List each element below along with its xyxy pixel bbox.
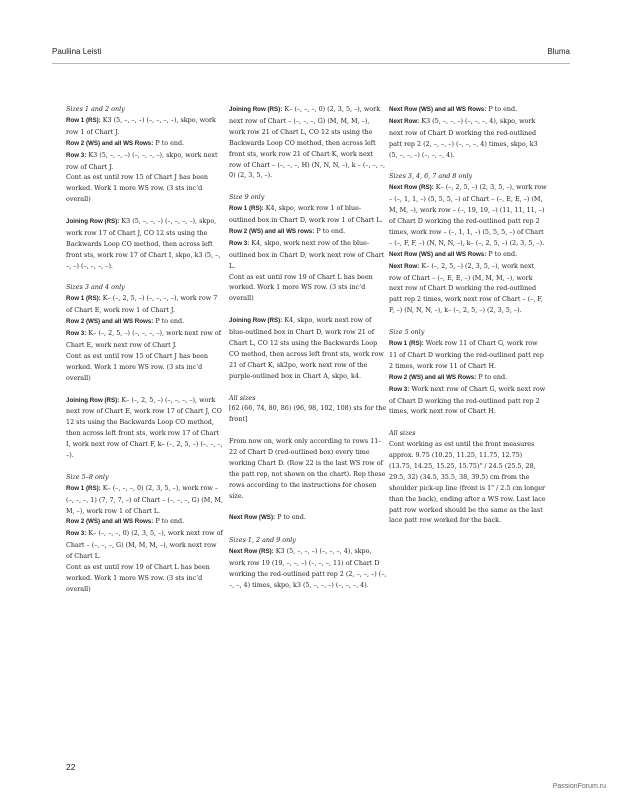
instruction-line: [66, 483, 224, 517]
row-text: P to end.: [488, 249, 518, 258]
instruction-paragraph: [389, 182, 547, 316]
instruction-line: [389, 116, 547, 161]
instruction-line: [229, 436, 387, 501]
size-heading: Size 5 only: [389, 328, 425, 337]
instruction-paragraph: [229, 546, 387, 591]
row-label: Row 3:: [66, 151, 87, 159]
row-label: Row 1 (RS):: [389, 340, 424, 347]
row-label: Row 1 (RS):: [66, 295, 101, 303]
column-right: [389, 104, 547, 537]
instruction-line: [66, 516, 224, 528]
instruction-paragraph: [229, 315, 387, 381]
instruction-paragraph: [229, 203, 387, 304]
row-text: Work row 11 of Chart G, work row 11 of Chart D working the red-outlined patt rep 2 times, work row 11 of Chart H.: [389, 339, 544, 370]
row-label: Row 2 (WS) and all WS rows:: [229, 227, 315, 235]
row-label: Joining Row (RS):: [66, 218, 120, 226]
size-heading: Sizes 3 and 4 only: [66, 283, 125, 292]
row-text: Cont as est until row 19 of Chart L has been worked. Work 1 more WS row. (3 sts inc’d overall): [229, 272, 373, 303]
row-text: P to end.: [277, 513, 306, 522]
instruction-line: [389, 372, 547, 384]
instruction-paragraph: [66, 115, 224, 205]
row-label: Row 2 (WS) and all WS Rows:: [66, 318, 154, 326]
instruction-line: [229, 104, 387, 181]
row-label: Row 1 (RS):: [229, 205, 264, 213]
row-text: K– (–, –, –, 0) (2, 3, 5, –), work next row of Chart – (–, –, –, G) (M, M, M, –), work next row of Chart L.: [66, 529, 223, 561]
row-label: Next Row (WS):: [229, 514, 276, 522]
row-label: Next Row (WS) and all WS Rows:: [389, 250, 487, 258]
instruction-line: [66, 351, 224, 384]
size-heading: Sizes 3, 4, 6, 7 and 8 only: [389, 172, 473, 181]
row-label: Row 2 (WS) and all WS Rows:: [66, 518, 154, 526]
row-text: K3 (5, –, –, –) (–, –, –, –), skpo, work next row of Chart J.: [66, 150, 218, 171]
row-text: K4, skpo, work next row of the blue-outlined box in Chart D, work next row of Chart L.: [229, 238, 385, 270]
row-label: Joining Row (RS):: [229, 106, 283, 113]
row-text: K– (–, –, –, 0) (2, 3, 5, –), work row – (–, –, –, 1) (7, 7, 7, –) of Chart – (–, –, –, G) (M, M, M, –), work row 1 of Chart L.: [66, 483, 223, 515]
instruction-line: [389, 338, 547, 372]
row-label: Next Row:: [389, 117, 420, 125]
row-text: Work next row of Chart G, work next row of Chart D working the red-outlined patt rep 2 times, work next row of Chart H.: [389, 384, 546, 416]
size-heading: Size 5–8 only: [66, 472, 109, 481]
instruction-line: [389, 439, 547, 526]
instruction-line: [229, 226, 387, 238]
size-heading: Sizes 1, 2 and 9 only: [229, 536, 296, 545]
row-label: Joining Row (RS):: [66, 396, 120, 404]
row-text: K3 (5, –, –, –) (–, –, –, 4), skpo, work row 19 (19, –, –, –) (–, –, –, 11) of Chart D working the red-outlined patt rep 2 (2, –, –, –) (–, –, –, 4) times, skpo, k3 (5, –, –, –) (–, –, –, 4).: [229, 547, 387, 589]
instruction-line: [229, 546, 387, 591]
row-label: Joining Row (RS):: [229, 317, 283, 325]
instruction-line: [389, 249, 547, 261]
instruction-paragraph: [389, 439, 547, 526]
instruction-line: [389, 182, 547, 248]
row-label: Next Row:: [389, 262, 420, 270]
column-middle: [229, 104, 387, 602]
row-text: K3 (5, –, –, –) (–, –, –, –), skpo, work row 17 of Chart J, CO 12 sts using the Backwards Loop CO method, then across left front sts, work row 17 of Chart I, skpo, k3 (5, –, –, –) (–, –, –, –).: [66, 217, 221, 270]
row-text: P to end.: [488, 105, 518, 113]
instruction-line: [389, 104, 547, 116]
row-text: P to end.: [155, 138, 185, 147]
instruction-paragraph: [66, 483, 224, 595]
row-text: P to end.: [155, 517, 185, 526]
row-label: Row 3:: [229, 239, 250, 247]
row-text: K– (–, 2, 5, –) (–, –, –, –), work row 7 of Chart E, work row 1 of Chart J.: [66, 294, 218, 315]
instruction-line: [66, 293, 224, 316]
row-text: K– (–, 2, 5, –) (–, –, –, –), work next row of Chart E, work row 17 of Chart J, CO 12 sts using the Backwards Loop CO method, then across left front sts, work row 17 of Chart I, work next row of Chart F, k– (–, 2, 5, –) (–, –, –, –).: [66, 395, 223, 460]
row-text: K– (–, 2, 5, –) (2, 3, 5, –), work next row of Chart – (–, E, E, –) (M, M, M, –), work next row of Chart D working the red-outlined patt rep 2 times, work next row of Chart – (–, F, F, –) (N, N, N, –), k– (–, 2, 5, –) (2, 3, 5, –).: [389, 261, 543, 315]
row-text: K4, skpo, work next row of blue-outlined box in Chart D, work row 21 of Chart L, CO 12 sts using the Backwards Loop CO method, then across left front sts, work row 21 of Chart K, sk2po, work next row of the purple-outlined box in Chart A, skpo, k4.: [229, 316, 384, 380]
instruction-line: [66, 562, 224, 595]
instruction-line: [66, 328, 224, 351]
row-label: Row 1 (RS):: [66, 116, 101, 124]
watermark: PassionForum.ru: [552, 783, 606, 790]
row-text: P to end.: [316, 226, 346, 235]
instruction-paragraph: [389, 104, 547, 161]
instruction-line: [66, 172, 224, 205]
row-text: P to end.: [155, 317, 185, 326]
row-label: Row 3:: [389, 385, 410, 393]
instruction-line: [389, 261, 547, 317]
column-left: [66, 104, 224, 606]
instruction-line: [66, 316, 224, 328]
instruction-paragraph: [66, 216, 224, 272]
instruction-line: [229, 403, 387, 425]
instruction-paragraph: [66, 395, 224, 461]
instruction-line: [229, 272, 387, 305]
size-heading: Sizes 1 and 2 only: [66, 105, 125, 113]
instruction-paragraph: [229, 104, 387, 181]
row-text: P to end.: [478, 372, 508, 381]
instruction-paragraph: [66, 293, 224, 383]
row-label: Row 3:: [66, 330, 87, 338]
instruction-line: [389, 384, 547, 418]
size-heading: All sizes: [229, 393, 256, 402]
row-text: [62 (66, 74, 80, 86) (96, 98, 102, 108) sts for the front]: [229, 404, 387, 424]
row-label: Row 3:: [66, 530, 87, 538]
instruction-line: [229, 238, 387, 272]
row-label: Next Row (WS) and all WS Rows:: [389, 106, 487, 113]
instruction-line: [66, 150, 224, 173]
instruction-paragraph: [389, 338, 547, 417]
header-author: Pauliina Leisti: [52, 47, 102, 56]
instruction-line: [66, 395, 224, 461]
row-text: K– (–, –, –, 0) (2, 3, 5, –), work next row of Chart – (–, –, –, G) (M, M, M, –), work row 21 of Chart L, CO 12 sts using the Backwards Loop CO method, then across left front sts, work row 21 of Chart K, work next row of Chart – (–, –, –, H) (N, N, N, –), k – (–, –, –, 0) (2, 3, 5, –).: [229, 105, 386, 180]
instruction-line: [229, 315, 387, 381]
instruction-line: [66, 528, 224, 562]
row-text: Cont as est until row 15 of Chart J has been worked. Work 1 more WS row. (3 sts inc’d overall): [66, 351, 209, 382]
row-text: K4, skpo, work row 1 of blue-outlined box in Chart D, work row 1 of Chart L.: [229, 204, 383, 225]
row-text: K– (–, 2, 5, –) (–, –, –, –), work next row of Chart E, work next row of Chart J.: [66, 329, 222, 349]
instruction-line: [66, 115, 224, 138]
instruction-paragraph: [229, 512, 387, 524]
row-text: K3 (5, –, –, –) (–, –, –, –), skpo, work row 1 of Chart J.: [66, 115, 216, 136]
row-label: Next Row (RS):: [229, 548, 274, 556]
page-number: 22: [66, 762, 76, 772]
row-label: Row 1 (RS):: [66, 484, 101, 492]
instruction-paragraph: [229, 436, 387, 501]
header-pattern-name: Bluma: [547, 47, 570, 56]
instruction-line: [229, 512, 387, 524]
size-heading: All sizes: [389, 429, 416, 438]
header-divider: [52, 63, 570, 64]
row-label: Row 2 (WS) and all WS Rows:: [66, 139, 154, 147]
row-text: Cont working as est until the front measures approx. 9.75 (10.25, 11.25, 11.75, 12.75) (13.75, 14.25, 15.25, 15.75)" / 24.5 (25.5, 28, 29.5, 32) (34.5, 35.5, 38, 39.5) cm from the shoulder pick-up line (front is 1" / 2.5 cm longer than the back), ending after a WS row. Last lace patt row worked should be the same as the last lace patt row worked for the back.: [389, 440, 546, 525]
instruction-line: [66, 138, 224, 150]
row-label: Row 2 (WS) and all WS Rows:: [389, 373, 477, 381]
size-heading: Size 9 only: [229, 193, 265, 202]
row-label: Next Row (RS):: [389, 184, 434, 192]
row-text: K3 (5, –, –, –) (–, –, –, 4), skpo, work next row of Chart D working the red-outlined patt rep 2 (2, –, –, –) (–, –, –, 4) times, skpo, k3 (5, –, –, –) (–, –, –, 4).: [389, 116, 538, 159]
row-text: Cont as est until row 15 of Chart J has been worked. Work 1 more WS row. (3 sts inc’d overall): [66, 173, 209, 204]
row-text: K– (–, 2, 5, –) (2, 3, 5, –), work row – (–, 1, 1, –) (5, 5, 5, –) of Chart – (–, E, E, –) (M, M, M, –), work row – (–, 19, 19, –) (11, 11, 11, –) of Chart D working the red-outlined patt rep 2 times, work row – (–, 1, 1, –) (5, 5, 5, –) of Chart – (–, F, F, –) (N, N, N, –), k– (–, 2, 5, –) (2, 3, 5, –).: [389, 183, 547, 247]
instruction-line: [229, 203, 387, 226]
row-text: Cont as est until row 19 of Chart L has been worked. Work 1 more WS row. (3 sts inc’d overall): [66, 563, 210, 593]
instruction-line: [66, 216, 224, 272]
instruction-paragraph: [229, 403, 387, 425]
row-text: From now on, work only according to rows 11–22 of Chart D (red-outlined box) every time working Chart D. (Row 22 is the last WS row of the patt rep, not shown on the chart). Rep these rows according to the instructions for chosen size.: [229, 437, 386, 500]
